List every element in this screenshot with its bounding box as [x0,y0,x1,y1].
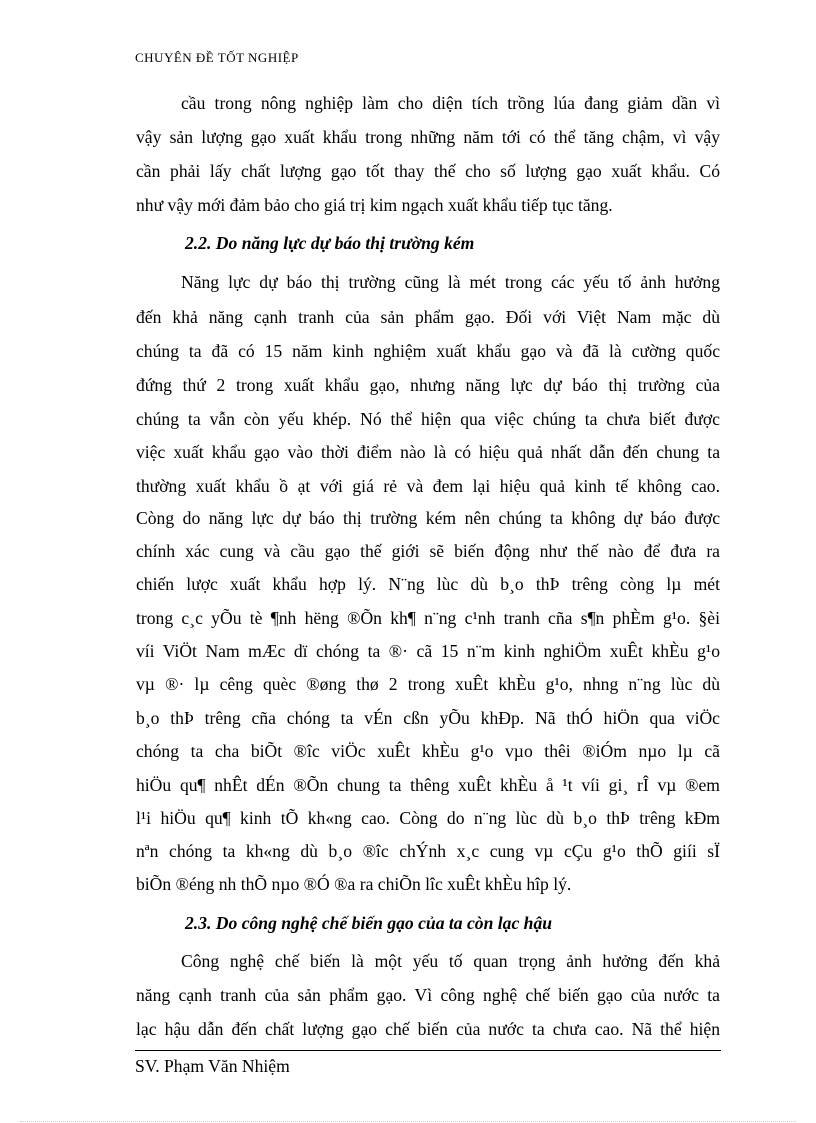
paragraph-line: b¸o thÞ trêng cña chóng ta vÉn cßn yÕu khÐp. Nã thÓ hiÖn qua viÖc [136,708,720,728]
page-header-title: CHUYÊN ĐỀ TỐT NGHIỆP [135,50,299,65]
paragraph-line: hiÖu qu¶ nhÊt dÉn ®Õn chung ta thêng xuÊt khÈu å ¹t víi gi¸ rÎ vµ ®em [136,775,720,795]
paragraph-line: chúng ta vẫn còn yếu khép. Nó thể hiện qua việc chúng ta chưa biết được [136,409,720,429]
paragraph-line: biÕn ®éng nh thÕ nµo ®Ó ®a ra chiÕn lîc xuÊt khÈu hîp lý. [136,874,572,894]
paragraph-line: vậy sản lượng gạo xuất khẩu trong những năm tới có thể tăng chậm, vì vậy [136,127,720,147]
paragraph-line: l¹i hiÖu qu¶ kinh tÕ kh«ng cao. Còng do n¨ng lùc dù b¸o thÞ trêng kÐm [136,808,720,828]
paragraph-line: chúng ta đã có 15 năm kinh nghiệm xuất khẩu gạo và đã là cường quốc [136,341,720,361]
paragraph-line: năng cạnh tranh của sản phẩm gạo. Vì công nghệ chế biến gạo của nước ta [136,985,720,1005]
paragraph-line: cần phải lấy chất lượng gạo tốt thay thế cho số lượng gạo xuất khẩu. Có [136,161,720,181]
paragraph-line: lạc hậu dẫn đến chất lượng gạo chế biến của nước ta chưa cao. Nã thể hiện [136,1019,720,1039]
paragraph-line: nªn chóng ta kh«ng dù b¸o ®îc chÝnh x¸c cung vµ cÇu g¹o thÕ giíi sÏ [136,841,720,861]
page-bottom-dotted-divider [20,1121,796,1122]
paragraph-line: trong c¸c yÕu tè ¶nh hëng ®Õn kh¶ n¨ng c¹nh tranh cña s¶n phÈm g¹o. §èi [136,608,720,628]
footer-author: SV. Phạm Văn Nhiệm [135,1056,290,1076]
paragraph-line: đến khả năng cạnh tranh của sản phẩm gạo. Đối với Việt Nam mặc dù [136,307,720,327]
paragraph-line: như vậy mới đảm bảo cho giá trị kim ngạch xuất khẩu tiếp tục tăng. [136,195,613,215]
paragraph-line: Công nghệ chế biến là một yếu tố quan trọng ảnh hưởng đến khả [181,951,720,971]
section-heading: 2.2. Do năng lực dự báo thị trường kém [185,233,475,253]
paragraph-line: chiến lược xuất khẩu hợp lý. N¨ng lùc dù b¸o thÞ trêng còng lµ mét [136,574,720,594]
paragraph-line: việc xuất khẩu gạo vào thời điểm nào là có hiệu quả nhất dẫn đến chung ta [136,442,720,462]
footer-divider [135,1050,721,1051]
section-heading: 2.3. Do công nghệ chế biến gạo của ta còn lạc hậu [185,913,553,933]
paragraph-line: vµ ®· lµ cêng quèc ®øng thø 2 trong xuÊt khÈu g¹o, nhng n¨ng lùc dù [136,674,720,694]
paragraph-line: Năng lực dự báo thị trường cũng là mét trong các yếu tố ảnh hưởng [181,272,720,292]
paragraph-line: víi ViÖt Nam mÆc dï chóng ta ®· cã 15 n¨m kinh nghiÖm xuÊt khÈu g¹o [136,641,720,661]
paragraph-line: Còng do năng lực dự báo thị trường kém nên chúng ta không dự báo được [136,508,720,528]
paragraph-line: đứng thứ 2 trong xuất khẩu gạo, nhưng năng lực dự báo thị trường của [136,375,720,395]
paragraph-line: thường xuất khẩu ồ ạt với giá rẻ và đem lại hiệu quả kinh tế không cao. [136,476,720,496]
paragraph-line: chóng ta cha biÕt ®îc viÖc xuÊt khÈu g¹o vµo thêi ®iÓm nµo lµ cã [136,741,720,761]
paragraph-line: cầu trong nông nghiệp làm cho diện tích trồng lúa đang giảm dần vì [181,93,720,113]
paragraph-line: chính xác cung và cầu gạo thế giới sẽ biến động như thế nào để đưa ra [136,541,720,561]
